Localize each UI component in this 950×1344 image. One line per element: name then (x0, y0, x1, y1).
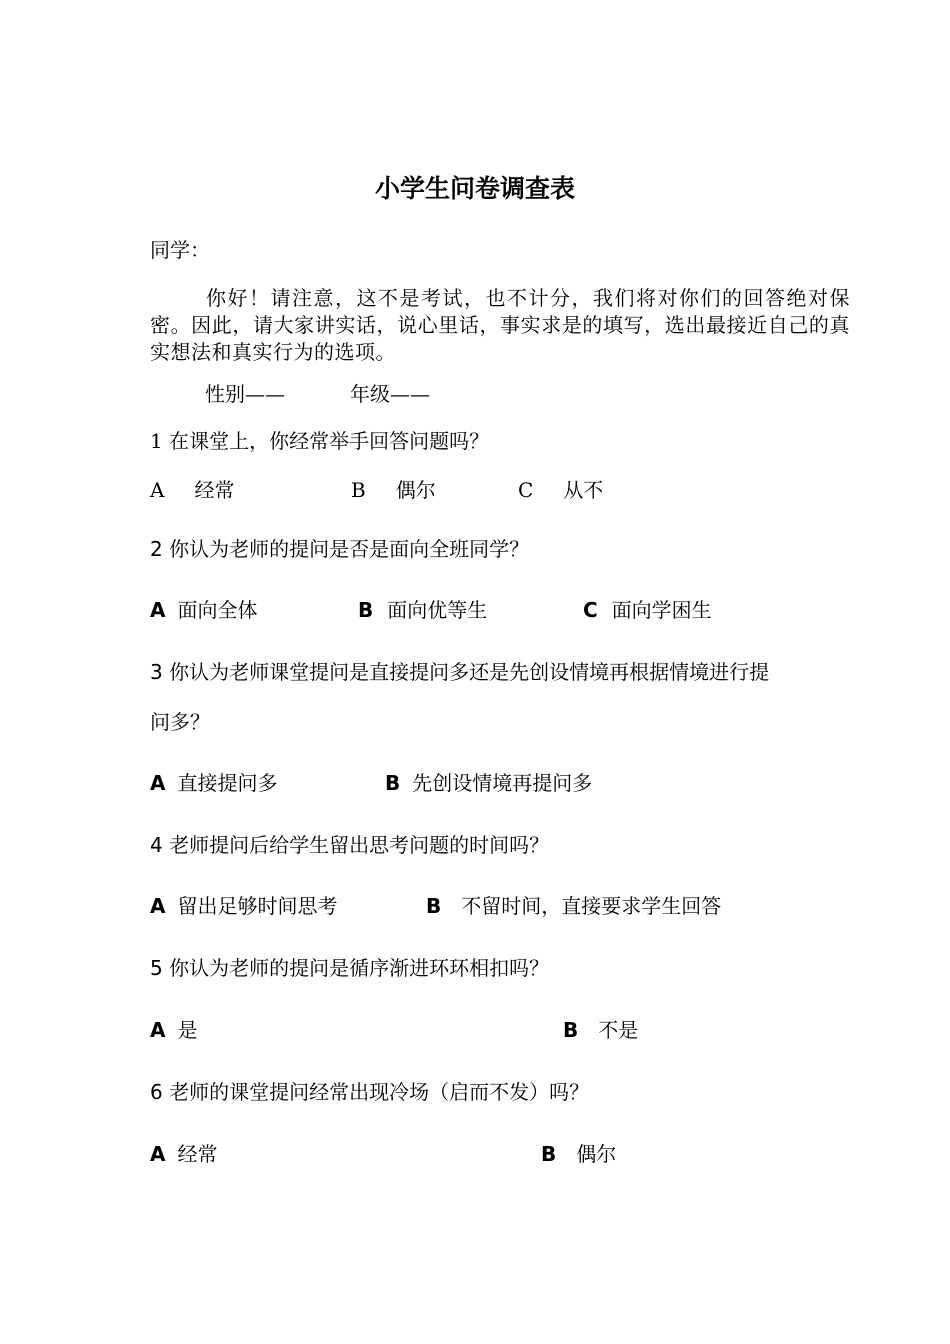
question-4-text: 4 老师提问后给学生留出思考问题的时间吗？ (150, 833, 550, 857)
option-letter: A (150, 894, 166, 918)
question-1-option-c (518, 476, 603, 504)
option-text: 是 (177, 1018, 198, 1042)
question-6-option-a (150, 1140, 217, 1168)
question-3-text-line1: 3 你认为老师课堂提问是直接提问多还是先创设情境再根据情境进行提 (150, 660, 770, 684)
option-letter: B (385, 771, 401, 795)
page-title: 小学生问卷调查表 (374, 174, 575, 203)
option-letter: C (583, 598, 598, 622)
option-text: 不留时间，直接要求学生回答 (461, 894, 722, 918)
option-text: 偶尔 (576, 1142, 617, 1166)
option-letter: B (541, 1142, 557, 1166)
option-text: 先创设情境再提问多 (412, 771, 593, 795)
option-letter: B (563, 1018, 579, 1042)
option-letter: C (518, 478, 534, 502)
question-5-text: 5 你认为老师的提问是循序渐进环环相扣吗？ (150, 956, 550, 980)
intro-paragraph: 你好！请注意，这不是考试，也不计分，我们将对你们的回答绝对保密。因此，请大家讲实话，说心里话，事实求是的填写，选出最接近自己的真实想法和真实行为的选项。 (150, 286, 850, 364)
option-letter: A (150, 1018, 166, 1042)
question-2-option-a (150, 596, 257, 624)
question-3-option-b (385, 769, 592, 797)
question-6-text: 6 老师的课堂提问经常出现冷场（启而不发）吗？ (150, 1080, 590, 1104)
question-4-option-b (426, 892, 721, 920)
option-letter: B (358, 598, 374, 622)
option-text: 经常 (194, 478, 235, 502)
question-1-text: 1 在课堂上，你经常举手回答问题吗？ (150, 429, 490, 453)
option-text: 偶尔 (395, 478, 436, 502)
question-1-option-a (150, 476, 234, 504)
option-text: 面向优等生 (387, 598, 488, 622)
question-6-option-b (541, 1140, 616, 1168)
option-text: 从不 (563, 478, 604, 502)
option-letter: A (150, 771, 166, 795)
question-2-option-b (358, 596, 487, 624)
question-4-option-a (150, 892, 337, 920)
option-text: 留出足够时间思考 (177, 894, 338, 918)
question-3-option-a (150, 769, 277, 797)
option-letter: B (351, 478, 366, 502)
option-text: 不是 (598, 1018, 639, 1042)
greeting: 同学： (150, 238, 210, 262)
option-letter: A (150, 598, 166, 622)
option-letter: B (426, 894, 442, 918)
question-5-option-a (150, 1016, 197, 1044)
option-text: 经常 (177, 1142, 218, 1166)
option-text: 直接提问多 (177, 771, 278, 795)
question-5-option-b (563, 1016, 638, 1044)
option-letter: A (150, 478, 165, 502)
option-text: 面向全体 (177, 598, 258, 622)
grade-field: 年级—— (350, 382, 430, 406)
question-2-option-c (583, 596, 712, 624)
question-1-option-b (351, 476, 436, 504)
question-3-text-line2: 问多？ (150, 710, 210, 734)
option-text: 面向学困生 (611, 598, 712, 622)
option-letter: A (150, 1142, 166, 1166)
question-2-text: 2 你认为老师的提问是否是面向全班同学？ (150, 537, 530, 561)
gender-field: 性别—— (205, 382, 285, 406)
